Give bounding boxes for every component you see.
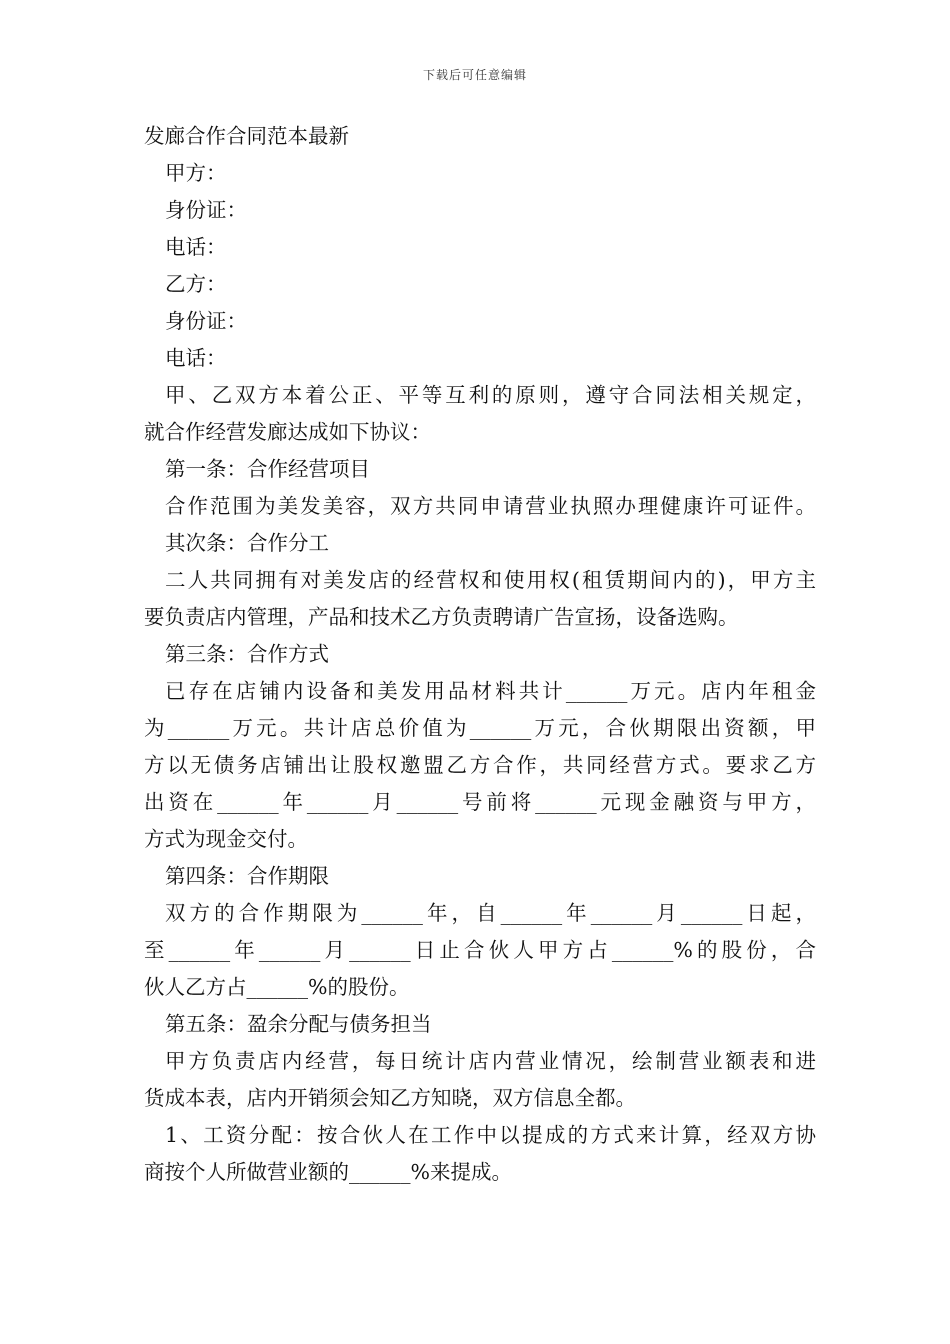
paragraph-line: 就合作经营发廊达成如下协议： — [144, 420, 431, 444]
article-heading: 第三条：合作方式 — [165, 642, 329, 666]
paragraph-line: 货成本表，店内开销须会知乙方知晓，双方信息全都。 — [144, 1086, 636, 1110]
paragraph-line: 要负责店内管理，产品和技术乙方负责聘请广告宣扬，设备选购。 — [144, 605, 739, 629]
party-b-id-label: 身份证： — [165, 309, 247, 333]
paragraph-line: 商按个人所做营业额的______%来提成。 — [144, 1160, 512, 1184]
article-heading: 第四条：合作期限 — [165, 864, 329, 888]
paragraph-line: 方以无债务店铺出让股权邀盟乙方合作，共同经营方式。要求乙方 — [144, 753, 816, 777]
paragraph-line: 二人共同拥有对美发店的经营权和使用权(租赁期间内的)，甲方主 — [165, 568, 816, 592]
paragraph-line: 出资在______年______月______号前将______元现金融资与甲方， — [144, 790, 816, 814]
document-title: 发廊合作合同范本最新 — [144, 124, 349, 148]
paragraph-line: 至______年______月______日止合伙人甲方占______%的股份，合 — [144, 938, 816, 962]
paragraph-line: 1、工资分配：按合伙人在工作中以提成的方式来计算，经双方协 — [165, 1123, 816, 1147]
article-heading: 其次条：合作分工 — [165, 531, 329, 555]
paragraph-line: 双方的合作期限为______年，自______年______月______日起， — [165, 901, 816, 925]
article-heading: 第五条：盈余分配与债务担当 — [165, 1012, 432, 1036]
paragraph-line: 伙人乙方占______%的股份。 — [144, 975, 410, 999]
paragraph-line: 方式为现金交付。 — [144, 827, 308, 851]
paragraph-line: 合作范围为美发美容，双方共同申请营业执照办理健康许可证件。 — [165, 494, 816, 518]
party-a-id-label: 身份证： — [165, 198, 247, 222]
paragraph-line: 甲、乙双方本着公正、平等互利的原则，遵守合同法相关规定， — [165, 383, 816, 407]
page-header: 下载后可任意编辑 — [422, 68, 527, 82]
party-b-label: 乙方： — [165, 272, 227, 296]
party-a-label: 甲方： — [165, 161, 227, 185]
article-heading: 第一条：合作经营项目 — [165, 457, 370, 481]
paragraph-line: 已存在店铺内设备和美发用品材料共计______万元。店内年租金 — [165, 679, 816, 703]
party-a-phone-label: 电话： — [165, 235, 227, 259]
paragraph-line: 为______万元。共计店总价值为______万元，合伙期限出资额，甲 — [144, 716, 816, 740]
document-body — [144, 118, 816, 1191]
paragraph-line: 甲方负责店内经营，每日统计店内营业情况，绘制营业额表和进 — [165, 1049, 816, 1073]
party-b-phone-label: 电话： — [165, 346, 227, 370]
